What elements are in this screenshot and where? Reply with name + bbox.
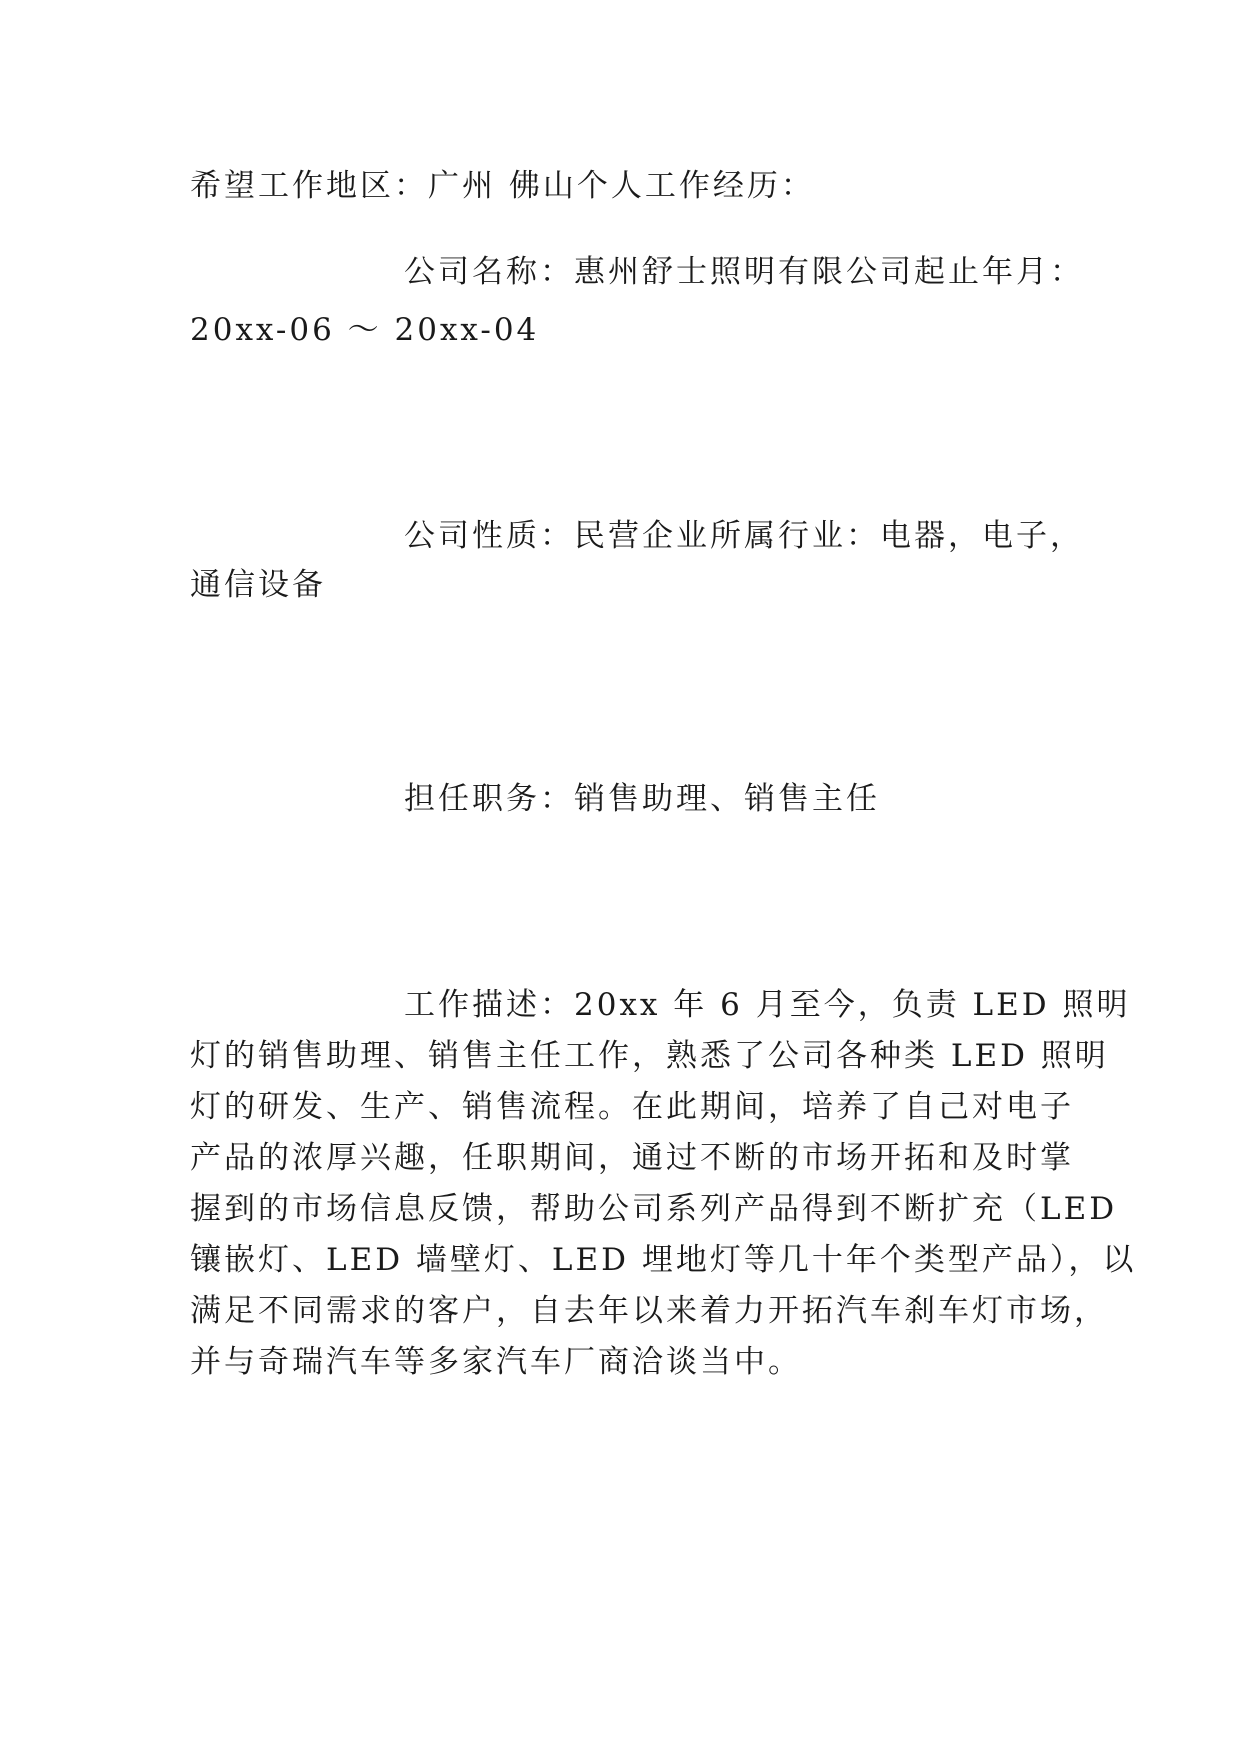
job-description-line-6: 镶嵌灯、LED 墙壁灯、LED 埋地灯等几十年个类型产品），以: [190, 1242, 1137, 1278]
job-description-line-4: 产品的浓厚兴趣，任职期间，通过不断的市场开拓和及时掌: [190, 1140, 1074, 1176]
job-description-line-3: 灯的研发、生产、销售流程。在此期间，培养了自己对电子: [190, 1089, 1074, 1125]
work-location-line: 希望工作地区：广州 佛山个人工作经历：: [190, 168, 815, 204]
job-description-line-5: 握到的市场信息反馈，帮助公司系列产品得到不断扩充（LED: [190, 1191, 1118, 1227]
industry-continuation-line: 通信设备: [190, 567, 326, 603]
company-nature-line: 公司性质：民营企业所属行业：电器，电子，: [404, 518, 1084, 554]
job-description-line-2: 灯的销售助理、销售主任工作，熟悉了公司各种类 LED 照明: [190, 1038, 1109, 1074]
job-description-line-7: 满足不同需求的客户，自去年以来着力开拓汽车刹车灯市场，: [190, 1293, 1108, 1329]
job-description-line-8: 并与奇瑞汽车等多家汽车厂商洽谈当中。: [190, 1344, 802, 1380]
position-line: 担任职务：销售助理、销售主任: [404, 781, 880, 817]
job-description-line-1: 工作描述：20xx 年 6 月至今，负责 LED 照明: [404, 987, 1131, 1023]
date-range-line: 20xx-06 ～ 20xx-04: [190, 312, 540, 348]
company-name-line: 公司名称：惠州舒士照明有限公司起止年月：: [404, 254, 1084, 290]
